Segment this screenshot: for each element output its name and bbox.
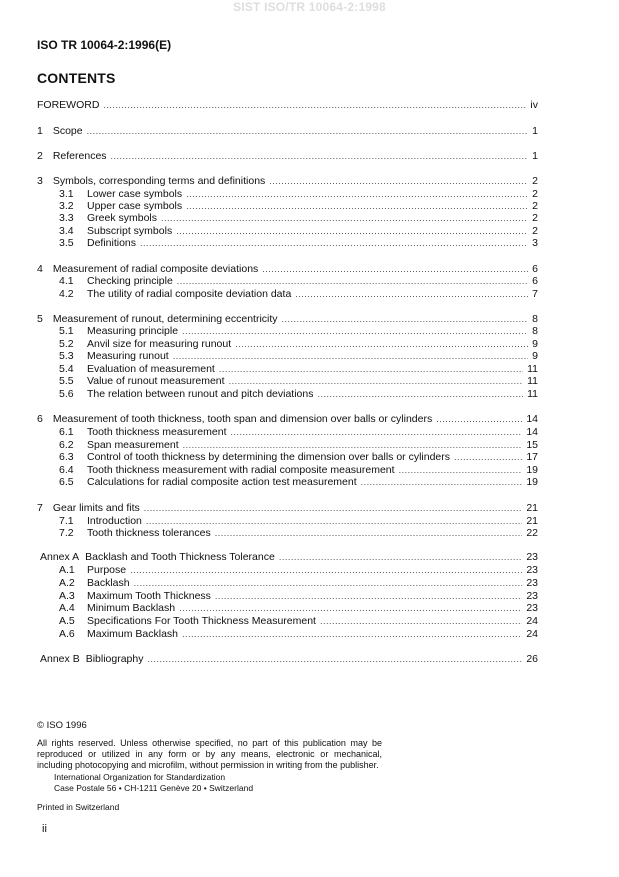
toc-entry-title: Tooth thickness measurement <box>87 426 227 438</box>
toc-entry-page: 2 <box>532 200 538 212</box>
toc-leader-dots <box>279 550 522 564</box>
toc-entry[interactable] <box>37 412 538 426</box>
toc-entry-title: Minimum Backlash <box>87 602 176 614</box>
toc-leader-dots <box>140 236 528 250</box>
toc-entry-title: Tooth thickness measurement with radial composite measurement <box>87 464 395 476</box>
toc-entry-title: Maximum Backlash <box>87 628 179 640</box>
toc-entry-number: 3.2 <box>59 200 74 212</box>
toc-entry-title: Purpose <box>87 564 127 576</box>
page-number: ii <box>42 823 47 835</box>
toc-entry-number: 5.1 <box>59 325 74 337</box>
toc-entry-title: Upper case symbols <box>87 200 183 212</box>
toc-entry[interactable] <box>59 324 538 338</box>
toc-entry-number: 3.1 <box>59 188 74 200</box>
toc-entry-title: Greek symbols <box>87 212 158 224</box>
toc-leader-dots <box>230 425 522 439</box>
toc-entry-page: 6 <box>532 275 538 287</box>
toc-leader-dots <box>436 412 522 426</box>
toc-entry-number: 4 <box>37 263 43 275</box>
toc-entry-title: Value of runout measurement <box>87 375 225 387</box>
watermark: SIST ISO/TR 10064-2:1998 <box>233 0 386 14</box>
toc-entry-page: 11 <box>527 388 538 400</box>
toc-entry-number: A.5 <box>59 615 75 627</box>
toc-entry-number: A.4 <box>59 602 75 614</box>
toc-entry-number: 3.5 <box>59 237 74 249</box>
toc-entry-number: 4.2 <box>59 288 74 300</box>
toc-entry-number: 2 <box>37 150 43 162</box>
toc-entry-page: 15 <box>526 439 538 451</box>
toc-leader-dots <box>317 387 523 401</box>
toc-leader-dots <box>229 374 524 388</box>
toc-entry-page: 24 <box>526 628 538 640</box>
toc-entry[interactable] <box>59 614 538 628</box>
toc-entry[interactable] <box>59 287 538 301</box>
toc-entry-title: FOREWORD <box>37 99 100 111</box>
toc-entry-page: 11 <box>527 363 538 375</box>
toc-entry-page: 22 <box>526 527 538 539</box>
toc-leader-dots <box>182 324 528 338</box>
toc-entry-title: Scope <box>52 125 83 137</box>
toc-entry[interactable] <box>37 98 538 112</box>
toc-entry-page: 2 <box>532 188 538 200</box>
toc-entry-page: 2 <box>532 212 538 224</box>
toc-entry-title: Span measurement <box>87 439 179 451</box>
toc-entry-title: References <box>52 150 107 162</box>
toc-entry-title: Measuring principle <box>87 325 179 337</box>
toc-entry-title: Measurement of tooth thickness, tooth span and dimension over balls or cylinders <box>52 413 433 425</box>
toc-entry-number: 6.2 <box>59 439 74 451</box>
toc-entry-title: Measuring runout <box>87 350 169 362</box>
toc-entry-title: Measurement of runout, determining eccentricity <box>52 313 278 325</box>
toc-entry-page: 14 <box>526 426 538 438</box>
toc-entry-number: A.3 <box>59 590 75 602</box>
toc-entry-page: 6 <box>532 263 538 275</box>
toc-entry[interactable] <box>40 550 538 564</box>
toc-entry[interactable] <box>37 149 538 163</box>
toc-entry-page: 21 <box>526 515 538 527</box>
toc-entry-page: 24 <box>526 615 538 627</box>
toc-entry[interactable] <box>59 274 538 288</box>
toc-entry-number: 5.3 <box>59 350 74 362</box>
toc-entry-number: 7 <box>37 502 43 514</box>
organization-address: Case Postale 56 • CH-1211 Genève 20 • Switzerland <box>54 783 254 793</box>
toc-leader-dots <box>161 211 528 225</box>
copyright-notice: © ISO 1996 <box>37 720 87 731</box>
toc-leader-dots <box>454 450 522 464</box>
toc-entry-page: 9 <box>532 350 538 362</box>
toc-entry-title: Tooth thickness tolerances <box>87 527 211 539</box>
toc-entry-page: 2 <box>532 225 538 237</box>
toc-entry-title: Symbols, corresponding terms and definitions <box>52 175 266 187</box>
toc-entry-title: Maximum Tooth Thickness <box>87 590 211 602</box>
toc-entry-number: 6.1 <box>59 426 74 438</box>
toc-entry-number: 5.5 <box>59 375 74 387</box>
toc-leader-dots <box>173 349 528 363</box>
toc-entry-number: 7.2 <box>59 527 74 539</box>
toc-entry[interactable] <box>59 349 538 363</box>
toc-entry-title: Backlash <box>87 577 130 589</box>
toc-entry-page: 8 <box>532 313 538 325</box>
toc-leader-dots <box>134 576 523 590</box>
toc-entry-number: A.6 <box>59 628 75 640</box>
toc-entry-number: 1 <box>37 125 43 137</box>
toc-entry-number: 5 <box>37 313 43 325</box>
toc-entry[interactable] <box>59 526 538 540</box>
printed-location: Printed in Switzerland <box>37 802 120 812</box>
toc-leader-dots <box>179 601 522 615</box>
toc-entry-title: The utility of radial composite deviation data <box>87 288 292 300</box>
toc-leader-dots <box>361 475 523 489</box>
toc-entry-number: 5.6 <box>59 388 74 400</box>
toc-entry-title: Control of tooth thickness by determining the dimension over balls or cylinders <box>87 451 451 463</box>
toc-entry[interactable] <box>37 124 538 138</box>
toc-entry[interactable] <box>37 174 538 188</box>
toc-entry-page: 11 <box>527 375 538 387</box>
toc-entry-title: Subscript symbols <box>87 225 173 237</box>
toc-entry-page: 8 <box>532 325 538 337</box>
toc-entry-number: 5.2 <box>59 338 74 350</box>
toc-entry-page: 7 <box>532 288 538 300</box>
toc-leader-dots <box>215 526 523 540</box>
toc-entry-title: Backlash and Tooth Thickness Tolerance <box>85 551 275 563</box>
document-id: ISO TR 10064-2:1996(E) <box>37 38 172 52</box>
toc-entry-page: 14 <box>526 413 538 425</box>
toc-leader-dots <box>148 652 523 666</box>
toc-entry-page: 19 <box>526 464 538 476</box>
toc-entry-number: 3.4 <box>59 225 74 237</box>
toc-entry-title: Lower case symbols <box>87 188 183 200</box>
toc-entry[interactable] <box>40 652 538 666</box>
toc-leader-dots <box>320 614 522 628</box>
toc-entry-number: Annex A <box>40 551 80 563</box>
toc-leader-dots <box>177 274 528 288</box>
toc-entry-page: 19 <box>526 476 538 488</box>
toc-leader-dots <box>87 124 529 138</box>
toc-entry[interactable] <box>59 450 538 464</box>
toc-entry-title: The relation between runout and pitch deviations <box>87 388 314 400</box>
toc-leader-dots <box>111 149 529 163</box>
toc-entry-page: 23 <box>526 577 538 589</box>
toc-entry-page: 26 <box>526 653 538 665</box>
toc-entry-title: Specifications For Tooth Thickness Measurement <box>87 615 316 627</box>
page-title: CONTENTS <box>37 70 116 86</box>
toc-leader-dots <box>295 287 528 301</box>
toc-entry-number: 7.1 <box>59 515 74 527</box>
toc-entry-title: Bibliography <box>85 653 144 665</box>
toc-entry-number: 3.3 <box>59 212 74 224</box>
toc-leader-dots <box>130 563 522 577</box>
toc-entry-number: 6 <box>37 413 43 425</box>
toc-entry[interactable] <box>59 563 538 577</box>
toc-entry-number: A.1 <box>59 564 75 576</box>
toc-entry-title: Measurement of radial composite deviations <box>52 263 259 275</box>
toc-entry[interactable] <box>59 601 538 615</box>
toc-entry[interactable] <box>59 627 538 641</box>
rights-statement: All rights reserved. Unless otherwise specified, no part of this publication may be reproduced or utilized in any form or by any means, electronic or mechanical, including photocopying and microfilm, without permission in writing from the publisher. <box>37 738 382 770</box>
toc-entry-page: 17 <box>526 451 538 463</box>
organization-name: International Organization for Standardization <box>54 772 226 782</box>
toc-entry-title: Checking principle <box>87 275 173 287</box>
toc-entry-number: 6.4 <box>59 464 74 476</box>
toc-entry-title: Gear limits and fits <box>52 502 140 514</box>
toc-entry-number: A.2 <box>59 577 75 589</box>
toc-entry-page: 1 <box>532 150 538 162</box>
toc-entry[interactable] <box>59 425 538 439</box>
toc-entry[interactable] <box>59 576 538 590</box>
toc-entry-page: 23 <box>526 590 538 602</box>
toc-entry-title: Evaluation of measurement <box>87 363 215 375</box>
toc-entry[interactable] <box>59 475 538 489</box>
toc-entry-page: 9 <box>532 338 538 350</box>
toc-entry[interactable] <box>37 501 538 515</box>
toc-entry-title: Introduction <box>87 515 142 527</box>
toc-entry-number: 3 <box>37 175 43 187</box>
toc-entry-page: 23 <box>526 602 538 614</box>
toc-entry[interactable] <box>59 374 538 388</box>
toc-leader-dots <box>269 174 528 188</box>
footer <box>37 720 387 812</box>
toc-entry[interactable] <box>59 387 538 401</box>
toc-entry[interactable] <box>59 236 538 250</box>
toc-entry-page: 23 <box>526 564 538 576</box>
toc-entry-number: 6.3 <box>59 451 74 463</box>
toc-entry-number: 5.4 <box>59 363 74 375</box>
toc-entry-number: Annex B <box>40 653 80 665</box>
toc-entry[interactable] <box>59 211 538 225</box>
toc-entry-page: iv <box>530 99 538 111</box>
toc-entry-number: 6.5 <box>59 476 74 488</box>
toc-entry-page: 3 <box>532 237 538 249</box>
toc-entry-page: 23 <box>526 551 538 563</box>
toc-entry-title: Anvil size for measuring runout <box>87 338 232 350</box>
toc-entry-number: 4.1 <box>59 275 74 287</box>
toc-leader-dots <box>144 501 523 515</box>
toc-leader-dots <box>103 98 526 112</box>
toc-entry-page: 21 <box>526 502 538 514</box>
toc-entry-title: Calculations for radial composite action test measurement <box>87 476 357 488</box>
toc-entry-title: Definitions <box>87 237 137 249</box>
toc-entry-page: 1 <box>532 125 538 137</box>
toc-leader-dots <box>182 627 522 641</box>
toc-entry-page: 2 <box>532 175 538 187</box>
